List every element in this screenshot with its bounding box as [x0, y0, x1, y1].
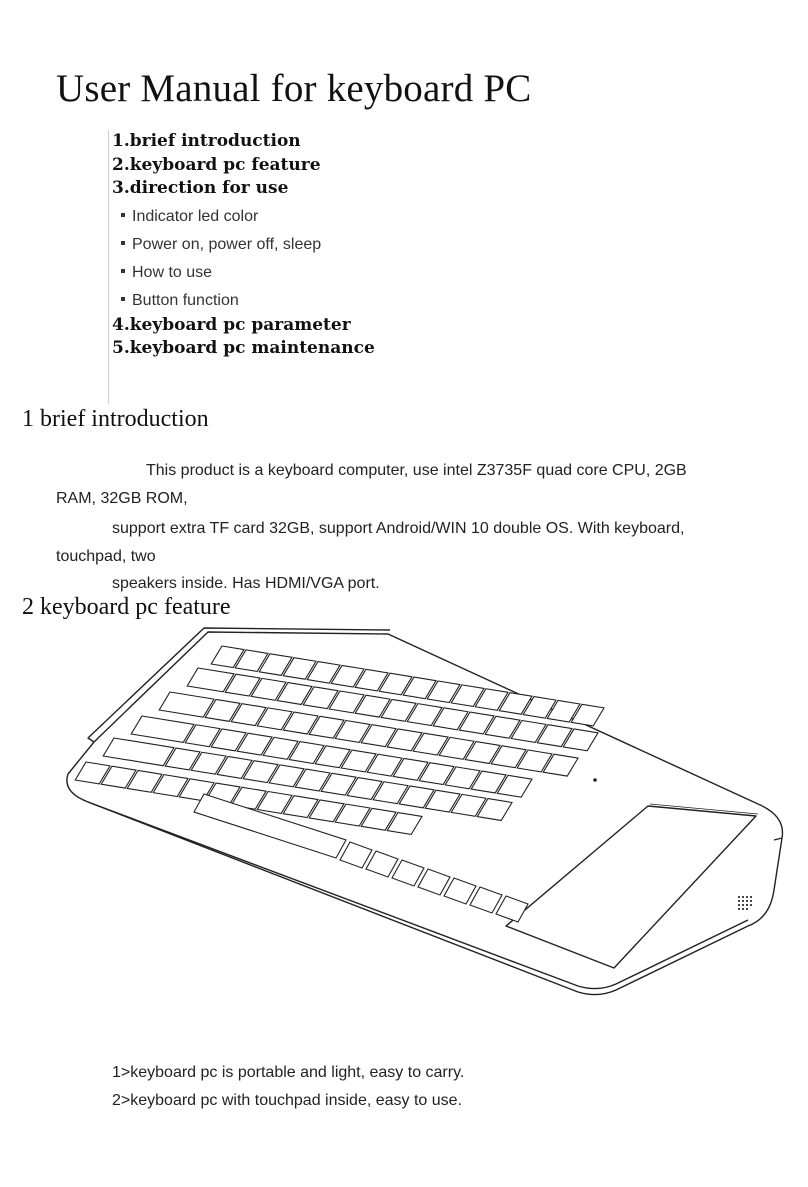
document-title: User Manual for keyboard PC — [56, 67, 532, 110]
toc-item-direction-for-use: 3.direction for use — [112, 178, 289, 198]
keycap-shape — [366, 851, 398, 877]
toc-item-brief-introduction: 1.brief introduction — [112, 131, 301, 151]
key-grid — [75, 646, 604, 922]
bullet-icon — [121, 213, 125, 217]
intro-line: RAM, 32GB ROM, — [56, 490, 188, 507]
keycap-shape — [159, 692, 214, 717]
section-heading-keyboard-pc-feature: 2 keyboard pc feature — [22, 594, 231, 620]
bullet-icon — [121, 269, 125, 273]
feature-portable: 1>keyboard pc is portable and light, easy to carry. — [112, 1064, 465, 1081]
keycap-shape — [418, 869, 450, 895]
intro-line: support extra TF card 32GB, support Android/WIN 10 double OS. With keyboard, — [112, 520, 685, 537]
bullet-icon — [121, 241, 125, 245]
keycap-shape — [131, 716, 194, 742]
toc-item-keyboard-pc-parameter: 4.keyboard pc parameter — [112, 315, 351, 335]
speaker-grille — [738, 896, 752, 910]
intro-line: This product is a keyboard computer, use intel Z3735F quad core CPU, 2GB — [146, 462, 687, 479]
feature-touchpad: 2>keyboard pc with touchpad inside, easy to use. — [112, 1092, 462, 1109]
toc-subitem-label: Indicator led color — [132, 208, 259, 225]
keyboard-pc-illustration — [58, 626, 788, 1000]
section-heading-brief-introduction: 1 brief introduction — [22, 406, 209, 432]
keycap-shape — [470, 887, 502, 913]
keycap-shape — [103, 738, 174, 766]
toc-subitem-label: Button function — [132, 292, 239, 309]
toc-subitem-power — [121, 236, 321, 254]
toc-item-keyboard-pc-feature: 2.keyboard pc feature — [112, 155, 321, 175]
keycap-shape — [444, 878, 476, 904]
toc-item-keyboard-pc-maintenance: 5.keyboard pc maintenance — [112, 338, 375, 358]
toc-subitem-indicator — [121, 208, 258, 226]
keycap-shape — [496, 896, 528, 922]
toc-subitem-label: Power on, power off, sleep — [132, 236, 322, 253]
toc-subitem-how-to-use — [121, 264, 212, 282]
bullet-icon — [121, 297, 125, 301]
intro-line: speakers inside. Has HDMI/VGA port. — [112, 575, 380, 592]
toc-subitem-button-function — [121, 292, 239, 310]
toc-divider — [108, 130, 109, 404]
keycap-shape — [392, 860, 424, 886]
keycap-shape — [340, 842, 372, 868]
intro-line: touchpad, two — [56, 548, 156, 565]
toc-subitem-label: How to use — [132, 264, 213, 281]
